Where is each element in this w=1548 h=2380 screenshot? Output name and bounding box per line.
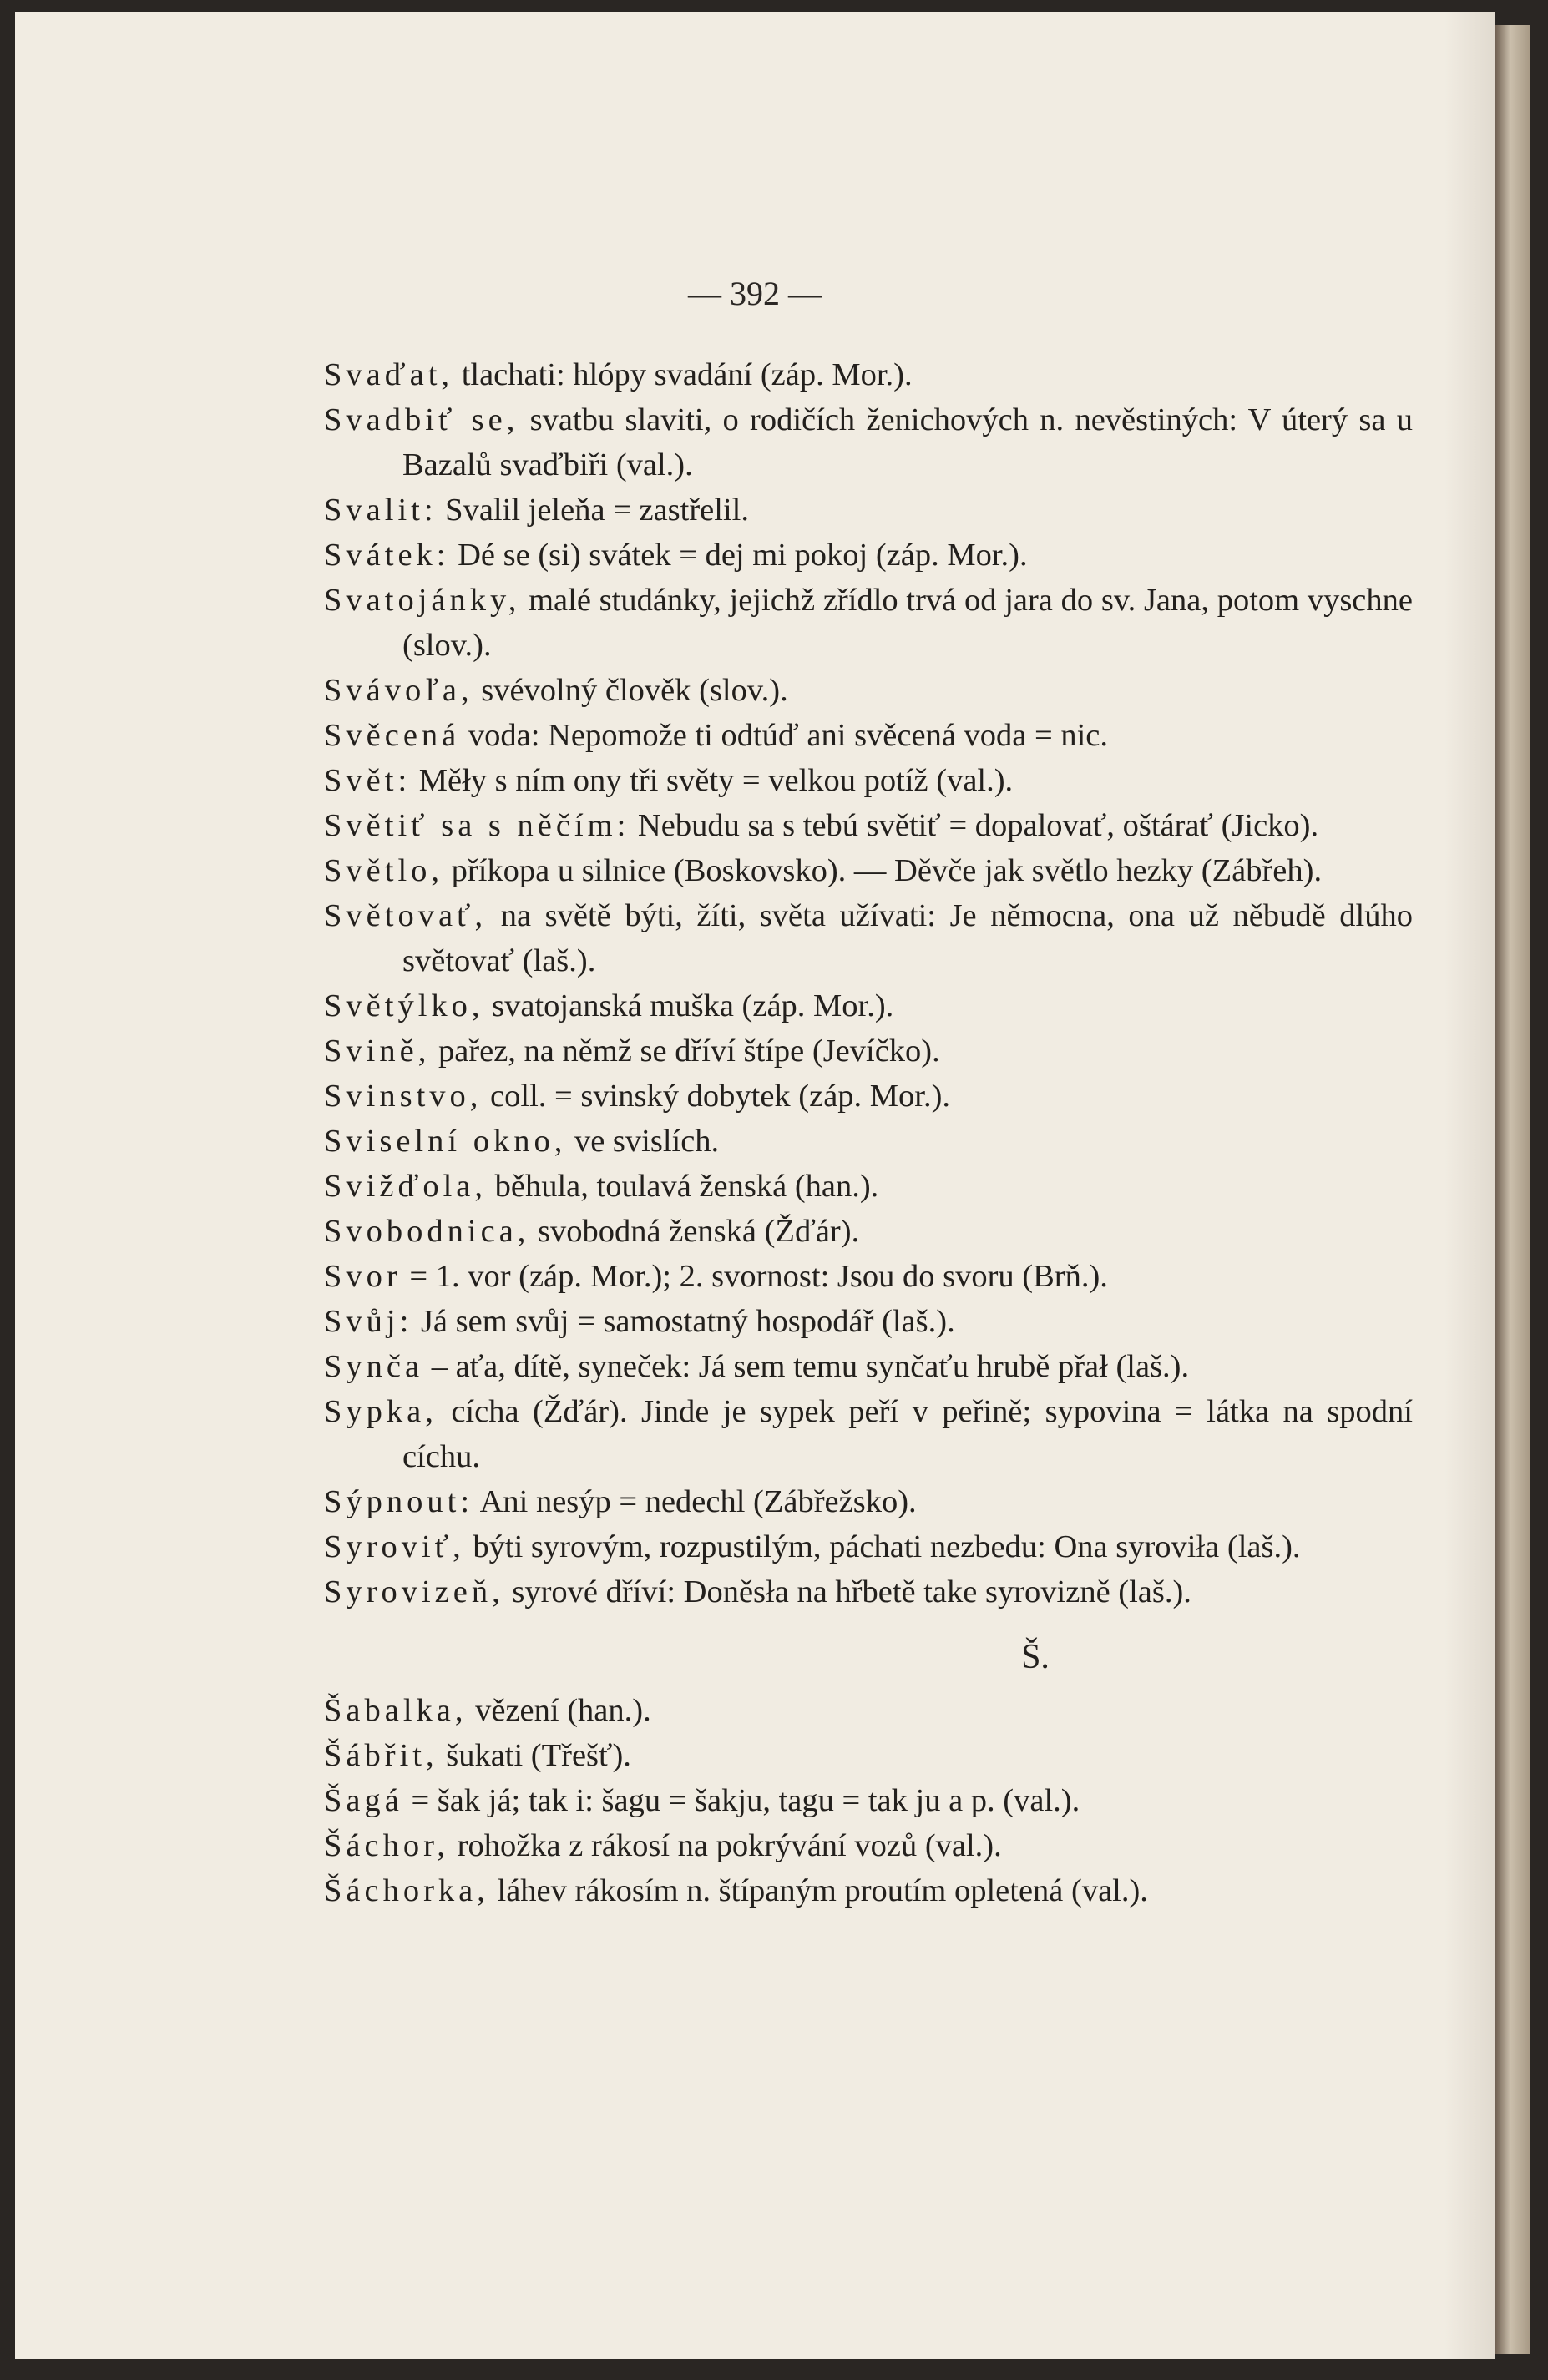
dictionary-entry bbox=[324, 533, 1413, 578]
entry-definition: = 1. vor (záp. Mor.); 2. svornost: Jsou do svoru (Brň.). bbox=[401, 1259, 1108, 1294]
dictionary-entry bbox=[324, 1344, 1413, 1389]
entries-column bbox=[324, 352, 1413, 1913]
dictionary-entry bbox=[324, 668, 1413, 713]
entry-definition: = šak já; tak i: šagu = šakju, tagu = tak ju a p. (val.). bbox=[402, 1783, 1080, 1818]
entry-headword: Svůj: bbox=[324, 1304, 413, 1339]
dictionary-entry bbox=[324, 1299, 1413, 1344]
entry-definition: Nebudu sa s tebú světiť = dopalovať, oštárať (Jicko). bbox=[630, 808, 1319, 843]
entry-definition: šukati (Třešť). bbox=[438, 1738, 631, 1773]
dictionary-entry bbox=[324, 1119, 1413, 1164]
dictionary-entry bbox=[324, 713, 1413, 758]
entry-headword: Svátek: bbox=[324, 538, 450, 573]
entry-headword: Šáchorka, bbox=[324, 1873, 489, 1908]
entry-definition: svatojanská muška (záp. Mor.). bbox=[483, 988, 894, 1023]
entry-definition: Já sem svůj = samostatný hospodář (laš.). bbox=[412, 1304, 955, 1339]
entry-definition: na světě býti, žíti, světa užívati: Je němocna, ona už něbudě dlúho světovať (laš.). bbox=[402, 898, 1413, 978]
entry-headword: Světlo, bbox=[324, 853, 444, 888]
dictionary-entry bbox=[324, 893, 1413, 983]
entry-headword: Šagá bbox=[324, 1783, 403, 1818]
entry-definition: Dé se (si) svátek = dej mi pokoj (záp. Mor.). bbox=[449, 538, 1028, 573]
entry-definition: Svalil jeleňa = zastřelil. bbox=[437, 493, 749, 528]
entry-headword: Šabalka, bbox=[324, 1693, 468, 1728]
entry-headword: Svižďola, bbox=[324, 1169, 487, 1204]
entry-headword: Svinstvo, bbox=[324, 1079, 483, 1114]
entry-headword: Svaďat, bbox=[324, 357, 454, 392]
dictionary-entry bbox=[324, 983, 1413, 1028]
dictionary-entry bbox=[324, 1254, 1413, 1299]
entry-headword: Šáchor, bbox=[324, 1828, 449, 1863]
dictionary-entry bbox=[324, 1389, 1413, 1479]
entry-definition: cícha (Žďár). Jinde je sypek peří v peřině; sypovina = látka na spodní cíchu. bbox=[402, 1394, 1413, 1474]
entry-definition: Ani nesýp = nedechl (Zábřežsko). bbox=[473, 1484, 917, 1519]
entry-definition: svatbu slaviti, o rodičích ženichových n. nevěstiných: V úterý sa u Bazalů svaďbiři (val.). bbox=[402, 402, 1414, 483]
dictionary-entry bbox=[324, 1868, 1413, 1913]
dictionary-entry bbox=[324, 1688, 1413, 1733]
entry-definition: svobodná ženská (Žďár). bbox=[529, 1214, 860, 1249]
page-shadow bbox=[1444, 12, 1495, 2359]
dictionary-page bbox=[15, 12, 1495, 2359]
entry-headword: Sviselní okno, bbox=[324, 1124, 567, 1159]
entry-headword: Svalit: bbox=[324, 493, 438, 528]
entry-definition: láhev rákosím n. štípaným proutím opletená (val.). bbox=[488, 1873, 1148, 1908]
dictionary-entry bbox=[324, 1778, 1413, 1823]
dictionary-entry bbox=[324, 758, 1413, 803]
section-letter: Š. bbox=[1021, 1638, 1050, 1676]
entry-headword: Šábřit, bbox=[324, 1738, 438, 1773]
entry-definition: ve svislích. bbox=[566, 1124, 720, 1159]
dictionary-entry bbox=[324, 1733, 1413, 1778]
entry-headword: Svět: bbox=[324, 763, 412, 798]
entry-definition: Měły s ním ony tři světy = velkou potíž (val.). bbox=[411, 763, 1014, 798]
entry-headword: Světovať, bbox=[324, 898, 488, 933]
entry-definition: rohožka z rákosí na pokrývání vozů (val.). bbox=[449, 1828, 1002, 1863]
next-page-edge bbox=[1495, 25, 1530, 2354]
dictionary-entry bbox=[324, 578, 1413, 668]
dictionary-entry bbox=[324, 1028, 1413, 1074]
entry-headword: Svině, bbox=[324, 1033, 431, 1069]
entry-headword: Synča bbox=[324, 1349, 424, 1384]
dictionary-entry bbox=[324, 1164, 1413, 1209]
dictionary-entry bbox=[324, 848, 1413, 893]
entry-definition: příkopa u silnice (Boskovsko). — Děvče jak světlo hezky (Zábřeh). bbox=[443, 853, 1323, 888]
entry-headword: Syroviť, bbox=[324, 1529, 465, 1564]
entry-definition: běhula, toulavá ženská (han.). bbox=[487, 1169, 879, 1204]
dictionary-entry bbox=[324, 397, 1413, 488]
dictionary-entry bbox=[324, 1074, 1413, 1119]
entry-definition: pařez, na němž se dříví štípe (Jevíčko). bbox=[430, 1033, 940, 1069]
entry-headword: Svatojánky, bbox=[324, 583, 521, 618]
entry-definition: coll. = svinský dobytek (záp. Mor.). bbox=[482, 1079, 951, 1114]
entry-headword: Svobodnica, bbox=[324, 1214, 530, 1249]
entry-headword: Svadbiť se, bbox=[324, 402, 519, 437]
dictionary-entry bbox=[324, 1823, 1413, 1868]
entry-definition: – aťa, dítě, syneček: Já sem temu synčaťu hrubě přał (laš.). bbox=[423, 1349, 1190, 1384]
entry-definition: býti syrovým, rozpustilým, páchati nezbedu: Ona syroviła (laš.). bbox=[464, 1529, 1301, 1564]
entry-definition: syrové dříví: Doněsła na hřbetě take syrovizně (laš.). bbox=[503, 1574, 1191, 1609]
dictionary-entry bbox=[324, 488, 1413, 533]
entry-headword: Sýpnout: bbox=[324, 1484, 474, 1519]
dictionary-entry bbox=[324, 1479, 1413, 1524]
entries-s bbox=[324, 352, 1413, 1614]
entry-definition: svévolný člověk (slov.). bbox=[473, 673, 788, 708]
dictionary-entry bbox=[324, 1524, 1413, 1569]
entry-headword: Svěcená bbox=[324, 718, 461, 753]
entry-headword: Sypka, bbox=[324, 1394, 438, 1429]
dictionary-entry bbox=[324, 352, 1413, 397]
entry-headword: Světiť sa s něčím: bbox=[324, 808, 630, 843]
entry-definition: vězení (han.). bbox=[467, 1693, 651, 1728]
entries-sh bbox=[324, 1688, 1413, 1913]
entry-headword: Světýlko, bbox=[324, 988, 484, 1023]
entry-headword: Svor bbox=[324, 1259, 402, 1294]
entry-headword: Svávoľa, bbox=[324, 673, 473, 708]
entry-headword: Syrovizeň, bbox=[324, 1574, 504, 1609]
entry-definition: tlachati: hlópy svadání (záp. Mor.). bbox=[453, 357, 913, 392]
dictionary-entry bbox=[324, 1209, 1413, 1254]
page-number: — 392 — bbox=[688, 275, 822, 312]
dictionary-entry bbox=[324, 803, 1413, 848]
entry-definition: malé studánky, jejichž zřídlo trvá od jara do sv. Jana, potom vyschne (slov.). bbox=[402, 583, 1413, 663]
entry-definition: voda: Nepomože ti odtúď ani svěcená voda = nic. bbox=[460, 718, 1108, 753]
dictionary-entry bbox=[324, 1569, 1413, 1614]
